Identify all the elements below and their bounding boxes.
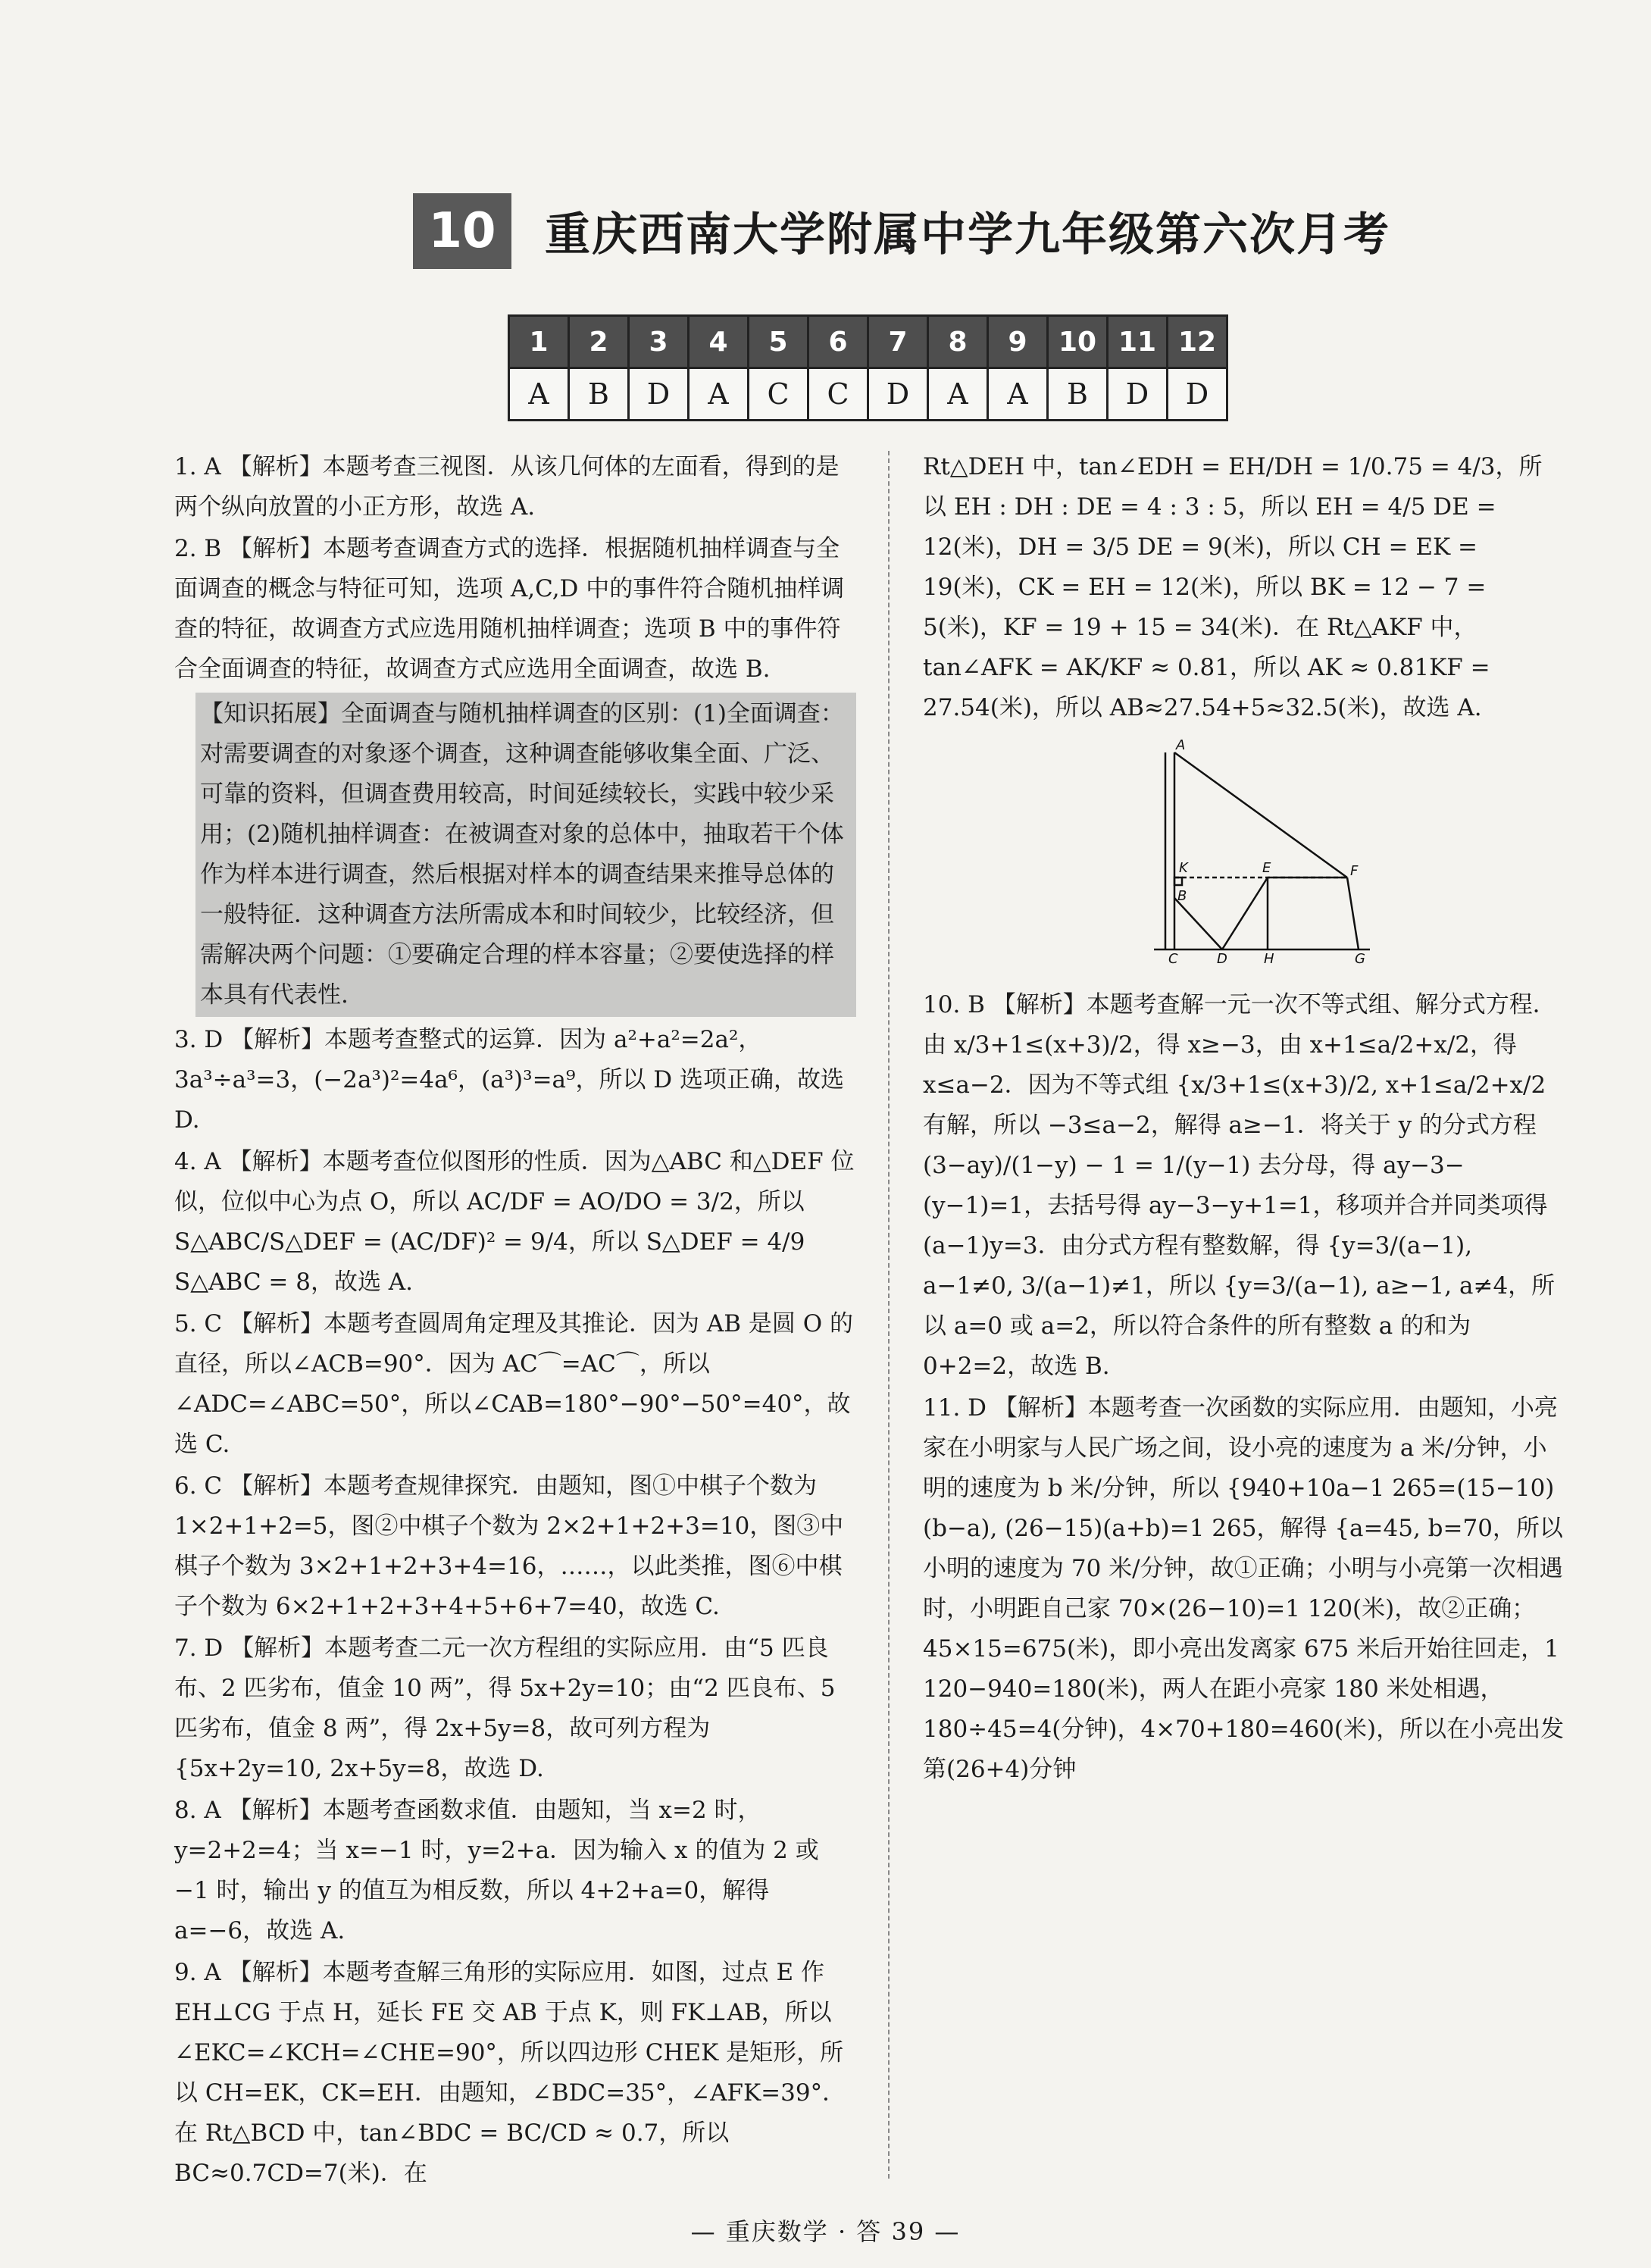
figure-line-de [1222,877,1268,949]
question-number: 9 [988,316,1048,368]
figure-label-c: C [1168,951,1178,965]
solution-9: 9. A 【解析】本题考查解三角形的实际应用．如图，过点 E 作 EH⊥CG 于点 H，延长 FE 交 AB 于点 K，则 FK⊥AB，所以∠EKC=∠KCH=∠CHE=90°，所以四边形 CHEK 是矩形，所以 CH=EK，CK=EH．由题知，∠BDC=35°，∠AFK=39°．在 Rt△BCD 中，tan∠BDC = BC/CD ≈ 0.7，所以 BC≈0.7CD=7(米)．在 [174,1959,846,2187]
question-number: 3 [629,316,689,368]
figure-label-d: D [1217,951,1227,965]
answer-cell: B [569,368,629,421]
solution-1: 1. A 【解析】本题考查三视图．从该几何体的左面看，得到的是两个纵向放置的小正方形，故选 A. [174,453,840,521]
question-number: 5 [749,316,808,368]
solution-6: 6. C 【解析】本题考查规律探究．由题知，图①中棋子个数为 1×2+1+2=5，图②中棋子个数为 2×2+1+2+3=10，图③中棋子个数为 3×2+1+2+3+4=16，……，以此类推，图⑥中棋子个数为 6×2+1+2+3+4+5+6+7=40，故选 C. [174,1472,844,1620]
answer-cell: D [629,368,689,421]
figure-line-bd [1174,898,1222,949]
right-column [923,447,1565,1791]
question-number: 8 [928,316,988,368]
question-number: 12 [1168,316,1227,368]
answer-cell: D [868,368,928,421]
question-number: 10 [1048,316,1108,368]
figure-label-g: G [1355,951,1365,965]
knowledge-extension-box: 【知识拓展】全面调查与随机抽样调查的区别：(1)全面调查：对需要调查的对象逐个调查，这种调查能够收集全面、广泛、可靠的资料，但调查费用较高，时间延续较长，实践中较少采用；(2)随机抽样调查：在被调查对象的总体中，抽取若干个体作为样本进行调查，然后根据对样本的调查结果来推导总体的一般特征．这种调查方法所需成本和时间较少，比较经济，但需解决两个问题：①要确定合理的样本容量；②要使选择的样本具有代表性. [195,693,856,1017]
section-number: 10 [413,193,511,269]
answer-cell: A [928,368,988,421]
figure-label-f: F [1350,863,1359,879]
column-divider [888,451,890,2179]
figure-label-a: A [1176,737,1186,753]
answer-cell: B [1048,368,1108,421]
answer-cell: C [749,368,808,421]
question-number: 7 [868,316,928,368]
figure-label-e: E [1262,860,1271,876]
answer-cell: D [1108,368,1168,421]
figure-right-angle [1174,877,1182,885]
question-number: 6 [808,316,868,368]
solution-7: 7. D 【解析】本题考查二元一次方程组的实际应用．由“5 匹良布、2 匹劣布，值金 10 两”，得 5x+2y=10；由“2 匹良布、5 匹劣布，值金 8 两”，得 2x+5y=8，故可列方程为 {5x+2y=10, 2x+5y=8，故选 D. [174,1635,836,1782]
solution-3: 3. D 【解析】本题考查整式的运算．因为 a²+a²=2a²，3a³÷a³=3，(−2a³)²=4a⁶，(a³)³=a⁹，所以 D 选项正确，故选 D. [174,1026,845,1134]
solution-8: 8. A 【解析】本题考查函数求值．由题知，当 x=2 时，y=2+2=4；当 x=−1 时，y=2+a．因为输入 x 的值为 2 或 −1 时，输出 y 的值互为相反数，所以 4+2+a=0，解得 a=−6，故选 A. [174,1797,819,1944]
figure-label-k: K [1179,860,1188,876]
left-column [174,447,856,2195]
answer-table-answers [509,368,1227,421]
page-title: 重庆西南大学附属中学九年级第六次月考 [545,208,1390,261]
figure-line-fg [1347,877,1359,949]
solution-5: 5. C 【解析】本题考查圆周角定理及其推论．因为 AB 是圆 O 的直径，所以∠ACB=90°．因为 AC⌒=AC⌒，所以∠ADC=∠ABC=50°，所以∠CAB=180°−90°−50°=40°，故选 C. [174,1310,854,1458]
solution-9-continued: Rt△DEH 中，tan∠EDH = EH/DH = 1/0.75 = 4/3，所以 EH : DH : DE = 4 : 3 : 5，所以 EH = 4/5 DE = 12(米)，DH = 3/5 DE = 9(米)，所以 CH = EK = 19(米)，CK = EH = 12(米)，所以 BK = 12 − 7 = 5(米)，KF = 19 + 15 = 34(米)．在 Rt△AKF 中，tan∠AFK = AK/KF ≈ 0.81，所以 AK ≈ 0.81KF = 27.54(米)，所以 AB≈27.54+5≈32.5(米)，故选 A. [923,453,1543,721]
answer-table [508,314,1228,421]
solution-4: 4. A 【解析】本题考查位似图形的性质．因为△ABC 和△DEF 位似，位似中心为点 O，所以 AC/DF = AO/DO = 3/2，所以 S△ABC/S△DEF = (AC/DF)² = 9/4，所以 S△DEF = 4/9 S△ABC = 8，故选 A. [174,1148,855,1296]
solution-11: 11. D 【解析】本题考查一次函数的实际应用．由题知，小亮家在小明家与人民广场之间，设小亮的速度为 a 米/分钟，小明的速度为 b 米/分钟，所以 {940+10a−1 265=(15−10)(b−a), (26−15)(a+b)=1 265，解得 {a=45, b=70，所以小明的速度为 70 米/分钟，故①正确；小明与小亮第一次相遇时，小明距自己家 70×(26−10)=1 120(米)，故②正确；45×15=675(米)，即小亮出发离家 675 米后开始往回走，1 120−940=180(米)，两人在距小亮家 180 米处相遇，180÷45=4(分钟)，4×70+180=460(米)，所以在小亮出发第(26+4)分钟 [923,1394,1565,1783]
solution-2: 2. B 【解析】本题考查调查方式的选择．根据随机抽样调查与全面调查的概念与特征可知，选项 A,C,D 中的事件符合随机抽样调查的特征，故调查方式应选用随机抽样调查；选项 B 中的事件符合全面调查的特征，故调查方式应选用全面调查，故选 B. [174,535,845,683]
answer-cell: A [509,368,569,421]
question-number: 2 [569,316,629,368]
answer-table-numbers [509,316,1227,368]
figure-label-b: B [1177,888,1187,904]
answer-cell: D [1168,368,1227,421]
question-number: 4 [689,316,749,368]
question-number: 11 [1108,316,1168,368]
geometry-figure [1150,737,1377,965]
answer-cell: C [808,368,868,421]
answer-cell: A [988,368,1048,421]
answer-cell: A [689,368,749,421]
question-number: 1 [509,316,569,368]
section-header [413,193,1390,269]
solution-10: 10. B 【解析】本题考查解一元一次不等式组、解分式方程．由 x/3+1≤(x+3)/2，得 x≥−3，由 x+1≤a/2+x/2，得 x≤a−2．因为不等式组 {x/3+1≤(x+3)/2, x+1≤a/2+x/2 有解，所以 −3≤a−2，解得 a≥−1．将关于 y 的分式方程 (3−ay)/(1−y) − 1 = 1/(y−1) 去分母，得 ay−3−(y−1)=1，去括号得 ay−3−y+1=1，移项并合并同类项得 (a−1)y=3．由分式方程有整数解，得 {y=3/(a−1), a−1≠0, 3/(a−1)≠1，所以 {y=3/(a−1), a≥−1, a≠4，所以 a=0 或 a=2，所以符合条件的所有整数 a 的和为 0+2=2，故选 B. [923,991,1556,1380]
figure-label-h: H [1264,951,1274,965]
figure-line-af [1174,752,1347,877]
page-footer: — 重庆数学 · 答 39 — [690,2217,961,2246]
